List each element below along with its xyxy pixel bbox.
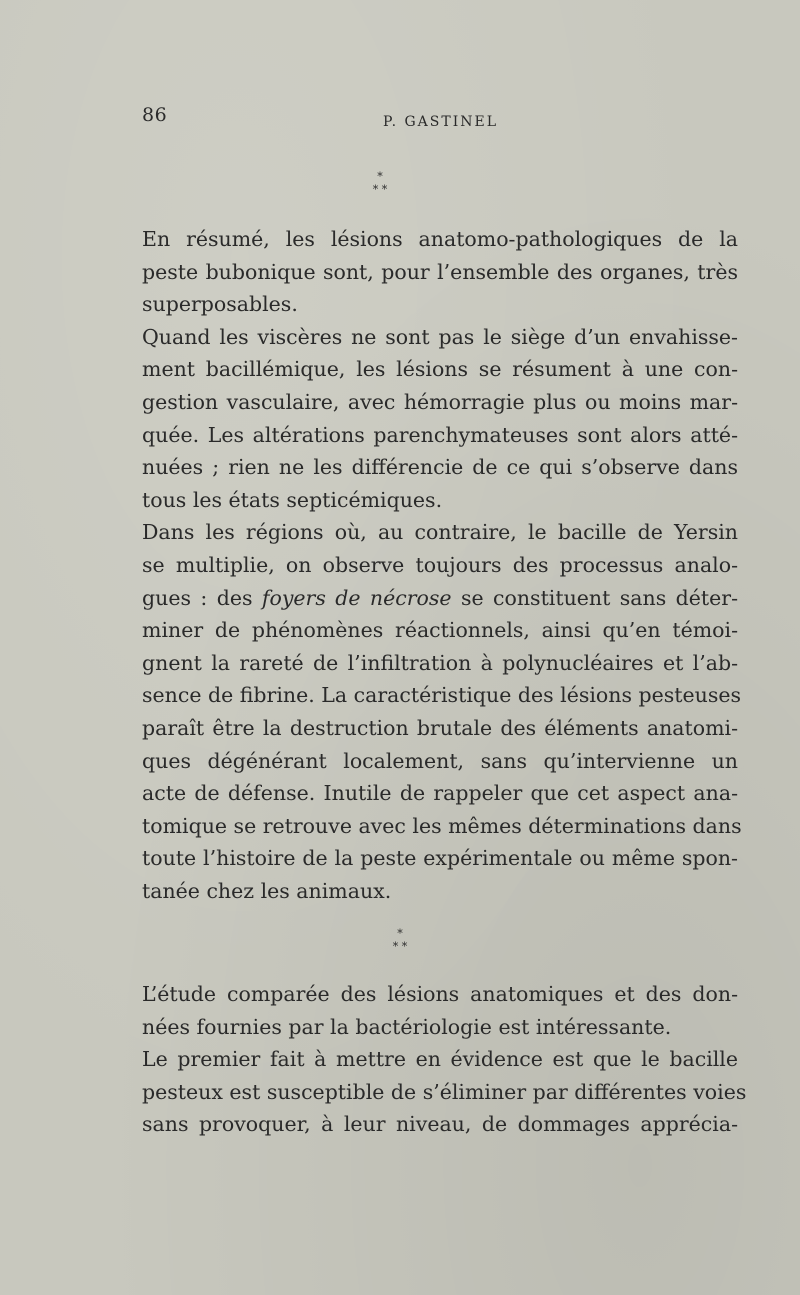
text-line: sence de fibrine. La caractéristique des lésions pesteuses <box>142 683 742 708</box>
asterism-divider <box>360 170 400 196</box>
text-line: tous les états septicémiques. <box>142 487 443 512</box>
text-fragment: se constituent sans déter- <box>451 585 739 610</box>
text-line: En résumé, les lésions anatomo-pathologiques de la <box>142 227 738 251</box>
asterism-star-top: * <box>397 927 403 940</box>
text-line: superposables. <box>142 292 298 317</box>
text-line: Dans les régions où, au contraire, le bacille de Yersin <box>142 520 738 545</box>
text-line: sans provoquer, à leur niveau, de dommages apprécia- <box>142 1112 738 1137</box>
text-line: gestion vasculaire, avec hémorragie plus ou moins mar- <box>142 389 738 414</box>
body-text-section-2 <box>142 978 747 1141</box>
text-line: L’étude comparée des lésions anatomiques et des don- <box>142 982 738 1006</box>
text-line-mixed <box>142 582 738 615</box>
italic-phrase: foyers de nécrose <box>261 585 452 610</box>
text-fragment: gues : des <box>142 585 262 610</box>
text-line: ment bacillémique, les lésions se résument à une con- <box>142 357 738 382</box>
text-line: quée. Les altérations parenchymateuses sont alors atté- <box>142 422 738 447</box>
page-number: 86 <box>142 104 168 126</box>
asterism-stars-bottom: * * <box>392 940 408 953</box>
text-line: tomique se retrouve avec les mêmes déterminations dans <box>142 813 742 838</box>
text-line: Le premier fait à mettre en évidence est que le bacille <box>142 1047 738 1072</box>
text-line: Quand les viscères ne sont pas le siège d’un envahisse- <box>142 324 738 349</box>
text-line: tanée chez les animaux. <box>142 878 392 903</box>
text-line: miner de phénomènes réactionnels, ainsi qu’en témoi- <box>142 618 738 643</box>
text-line: paraît être la destruction brutale des éléments anatomi- <box>142 715 738 740</box>
text-line: acte de défense. Inutile de rappeler que cet aspect ana- <box>142 781 738 806</box>
asterism-divider <box>380 927 420 953</box>
asterism-stars-bottom: * * <box>372 183 388 196</box>
text-line: nées fournies par la bactériologie est intéressante. <box>142 1014 672 1039</box>
running-head: P. GASTINEL <box>383 114 499 130</box>
text-line: se multiplie, on observe toujours des processus analo- <box>142 552 738 577</box>
text-line: peste bubonique sont, pour l’ensemble des organes, très <box>142 259 738 284</box>
text-line: ques dégénérant localement, sans qu’intervienne un <box>142 748 738 773</box>
body-text-section-1 <box>142 223 742 907</box>
text-line: toute l’histoire de la peste expérimentale ou même spon- <box>142 846 738 871</box>
text-line: nuées ; rien ne les différencie de ce qui s’observe dans <box>142 455 738 480</box>
asterism-star-top: * <box>377 170 383 183</box>
text-line: pesteux est susceptible de s’éliminer par différentes voies <box>142 1079 747 1104</box>
text-line: gnent la rareté de l’infiltration à polynucléaires et l’ab- <box>142 650 738 675</box>
